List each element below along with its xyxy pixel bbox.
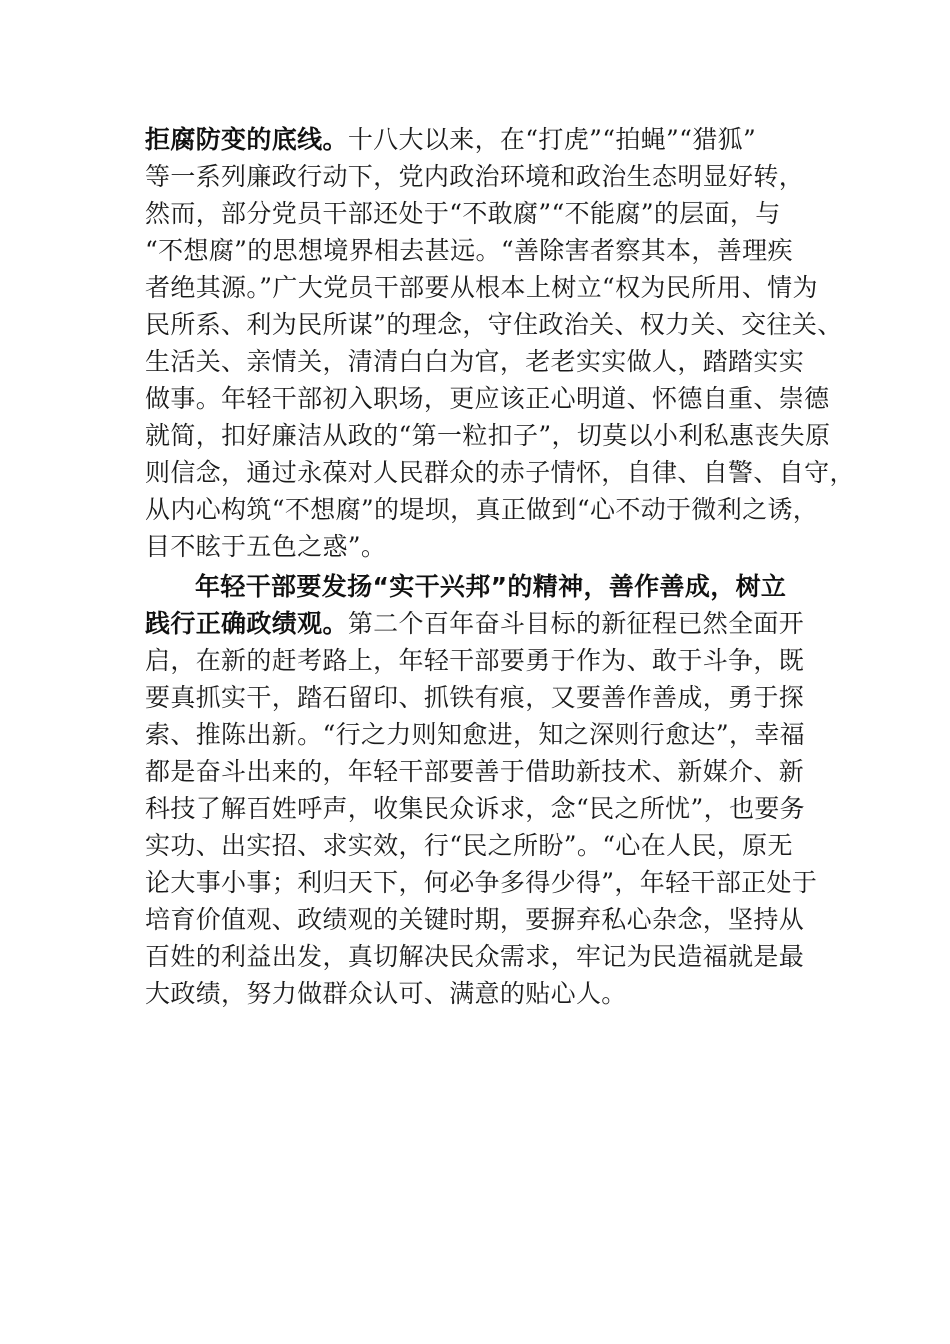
text-line [145, 157, 835, 197]
text-line [145, 453, 855, 493]
line-text: 十八大以来，在“打虎”“拍蝇”“猎狐” [347, 125, 757, 154]
text-line [145, 342, 835, 382]
line-text: 启，在新的赶考路上，年轻干部要勇于作为、敢于斗争，既 [145, 646, 805, 675]
line-text: 目不眩于五色之惑”。 [145, 532, 387, 561]
text-line [145, 120, 835, 160]
text-line [145, 268, 835, 308]
text-line [145, 527, 835, 567]
text-line [145, 490, 835, 530]
line-text: 则信念，通过永葆对人民群众的赤子情怀，自律、自警、自守， [145, 458, 855, 487]
text-line [145, 416, 835, 456]
line-text: 第二个百年奋斗目标的新征程已然全面开 [347, 609, 805, 638]
line-text: 索、推陈出新。“行之力则知愈进，知之深则行愈达”，幸福 [145, 720, 806, 749]
text-line [145, 826, 835, 866]
text-line [145, 974, 835, 1014]
bold-phrase: 年轻干部要发扬“实干兴邦”的精神，善作善成，树立 [195, 572, 787, 601]
line-text: 论大事小事；利归天下，何必争多得少得”，年轻干部正处于 [145, 868, 818, 897]
text-line [145, 678, 835, 718]
line-text: 培育价值观、政绩观的关键时期，要摒弃私心杂念，坚持从 [145, 905, 805, 934]
text-line [145, 715, 835, 755]
line-text: 然而，部分党员干部还处于“不敢腐”“不能腐”的层面，与 [145, 199, 781, 228]
text-line [145, 194, 835, 234]
text-line [145, 305, 843, 345]
text-line [145, 641, 835, 681]
line-text: 大政绩，努力做群众认可、满意的贴心人。 [145, 979, 627, 1008]
line-text: 做事。年轻干部初入职场，更应该正心明道、怀德自重、崇德 [145, 384, 830, 413]
line-text: 者绝其源。”广大党员干部要从根本上树立“权为民所用、情为 [145, 273, 818, 302]
bold-phrase: 践行正确政绩观。 [145, 609, 348, 638]
line-text: 百姓的利益出发，真切解决民众需求，牢记为民造福就是最 [145, 942, 805, 971]
bold-phrase: 拒腐防变的底线。 [145, 125, 348, 154]
line-text: 都是奋斗出来的，年轻干部要善于借助新技术、新媒介、新 [145, 757, 805, 786]
line-text: 生活关、亲情关，清清白白为官，老老实实做人，踏踏实实 [145, 347, 805, 376]
line-text: “不想腐”的思想境界相去甚远。“善除害者察其本，善理疾 [145, 236, 793, 265]
text-line [145, 900, 835, 940]
line-text: 要真抓实干，踏石留印、抓铁有痕，又要善作善成，勇于探 [145, 683, 805, 712]
line-text: 科技了解百姓呼声，收集民众诉求，念“民之所忧”，也要务 [145, 794, 806, 823]
line-text: 等一系列廉政行动下，党内政治环境和政治生态明显好转， [145, 162, 805, 191]
text-line [145, 789, 835, 829]
text-line-indented [195, 567, 835, 607]
text-line [145, 379, 835, 419]
line-text: 就简，扣好廉洁从政的“第一粒扣子”，切莫以小利私惠丧失原 [145, 421, 831, 450]
line-text: 实功、出实招、求实效，行“民之所盼”。“心在人民，原无 [145, 831, 793, 860]
text-line [145, 752, 835, 792]
text-line [145, 604, 835, 644]
line-text: 民所系、利为民所谋”的理念，守住政治关、权力关、交往关、 [145, 310, 843, 339]
line-text: 从内心构筑“不想腐”的堤坝，真正做到“心不动于微利之诱， [145, 495, 819, 524]
text-line [145, 863, 835, 903]
text-line [145, 231, 835, 271]
text-line [145, 937, 835, 977]
